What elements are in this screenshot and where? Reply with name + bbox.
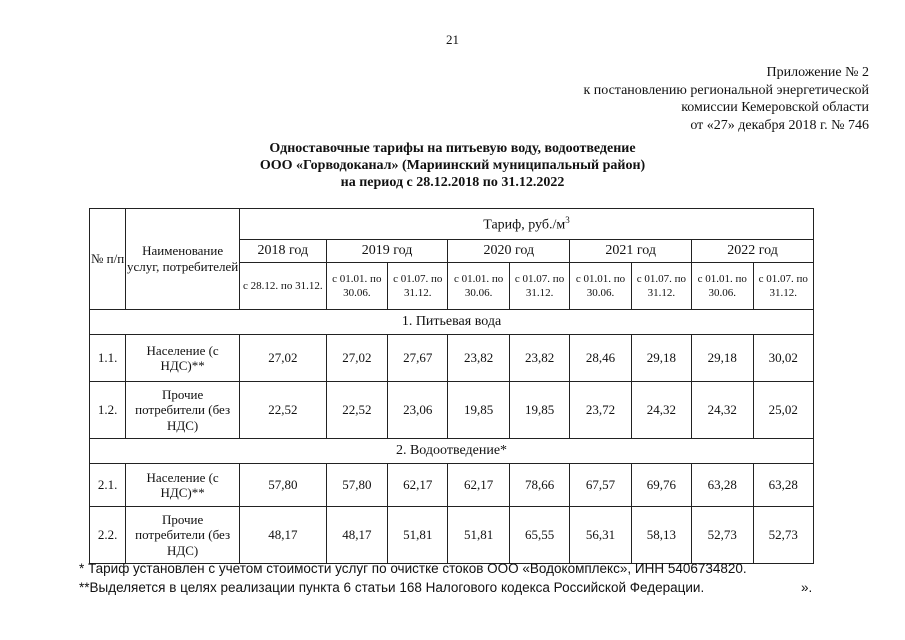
appendix-line-3: комиссии Кемеровской области [681, 100, 869, 115]
tariff-value: 19,85 [509, 382, 569, 439]
period-header: с 01.01. по 30.06. [448, 263, 509, 310]
tariff-value: 52,73 [692, 507, 753, 564]
tariff-value: 57,80 [326, 464, 387, 507]
title-line-2: ООО «Горводоканал» (Мариинский муниципальный район) [259, 158, 646, 173]
tariff-value: 56,31 [570, 507, 631, 564]
period-header: с 01.07. по 31.12. [631, 263, 691, 310]
tariff-value: 27,67 [388, 335, 448, 382]
year-header: 2020 год [448, 240, 570, 263]
section-header: 2. Водоотведение* [90, 439, 814, 464]
tariff-value: 78,66 [509, 464, 569, 507]
appendix-line-2: к постановлению региональной энергетической [583, 82, 869, 98]
row-number: 1.2. [90, 382, 126, 439]
tariff-value: 25,02 [753, 382, 813, 439]
header-num: № п/п [90, 209, 126, 310]
appendix-line-4: от «27» декабря 2018 г. № 746 [690, 117, 869, 133]
tariff-value: 30,02 [753, 335, 813, 382]
appendix-reference [583, 64, 869, 134]
year-header: 2021 год [570, 240, 692, 263]
tariff-value: 19,85 [448, 382, 509, 439]
tariff-value: 27,02 [240, 335, 327, 382]
period-header: с 01.07. по 31.12. [388, 263, 448, 310]
row-number: 1.1. [90, 335, 126, 382]
tariff-value: 23,72 [570, 382, 631, 439]
tariff-value: 23,82 [509, 335, 569, 382]
tariff-value: 69,76 [631, 464, 691, 507]
period-header: с 01.07. по 31.12. [509, 263, 569, 310]
closing-quote: ». [801, 580, 813, 595]
tariff-value: 22,52 [240, 382, 327, 439]
year-header: 2022 год [692, 240, 814, 263]
period-header: с 01.01. по 30.06. [326, 263, 387, 310]
tariff-value: 67,57 [570, 464, 631, 507]
tariff-value: 65,55 [509, 507, 569, 564]
tariff-value: 52,73 [753, 507, 813, 564]
tariff-value: 24,32 [692, 382, 753, 439]
tariff-value: 48,17 [240, 507, 327, 564]
period-header: с 28.12. по 31.12. [240, 263, 327, 310]
tariff-value: 29,18 [631, 335, 691, 382]
tariff-value: 51,81 [388, 507, 448, 564]
title-line-1: Одноставочные тарифы на питьевую воду, водоотведение [269, 141, 636, 156]
period-header: с 01.01. по 30.06. [692, 263, 753, 310]
tariff-value: 27,02 [326, 335, 387, 382]
header-tariff [240, 209, 814, 240]
tariff-value: 22,52 [326, 382, 387, 439]
period-header: с 01.07. по 31.12. [753, 263, 813, 310]
tariff-table [89, 208, 814, 564]
row-number: 2.2. [90, 507, 126, 564]
title-line-3: на период с 28.12.2018 по 31.12.2022 [340, 175, 565, 190]
table-row [90, 382, 814, 439]
row-name: Прочие потребители (без НДС) [126, 382, 240, 439]
row-name: Население (с НДС)** [126, 464, 240, 507]
tariff-value: 51,81 [448, 507, 509, 564]
tariff-value: 63,28 [692, 464, 753, 507]
footnote-tariff: * Тариф установлен с учетом стоимости услуг по очистке стоков ООО «Водокомплекс», ИНН 5406734820. [79, 561, 747, 576]
footnote-vat: **Выделяется в целях реализации пункта 6 статьи 168 Налогового кодекса Российской Федерации. [79, 580, 705, 595]
tariff-value: 62,17 [448, 464, 509, 507]
table-row [90, 507, 814, 564]
tariff-label: Тариф, руб./м [483, 217, 566, 233]
tariff-value: 23,82 [448, 335, 509, 382]
tariff-value: 58,13 [631, 507, 691, 564]
period-header: с 01.01. по 30.06. [570, 263, 631, 310]
year-header: 2018 год [240, 240, 327, 263]
tariff-value: 48,17 [326, 507, 387, 564]
row-name: Население (с НДС)** [126, 335, 240, 382]
tariff-value: 23,06 [388, 382, 448, 439]
page-number: 21 [446, 32, 459, 47]
tariff-value: 28,46 [570, 335, 631, 382]
table-row [90, 335, 814, 382]
tariff-value: 57,80 [240, 464, 327, 507]
row-number: 2.1. [90, 464, 126, 507]
document-title [0, 140, 905, 191]
row-name: Прочие потребители (без НДС) [126, 507, 240, 564]
appendix-line-1: Приложение № 2 [766, 65, 869, 80]
year-header: 2019 год [326, 240, 448, 263]
tariff-value: 63,28 [753, 464, 813, 507]
tariff-value: 29,18 [692, 335, 753, 382]
header-name: Наименование услуг, потребителей [126, 209, 240, 310]
tariff-value: 24,32 [631, 382, 691, 439]
table-row [90, 464, 814, 507]
tariff-value: 62,17 [388, 464, 448, 507]
section-header: 1. Питьевая вода [90, 310, 814, 335]
tariff-unit-superscript: 3 [565, 214, 570, 225]
